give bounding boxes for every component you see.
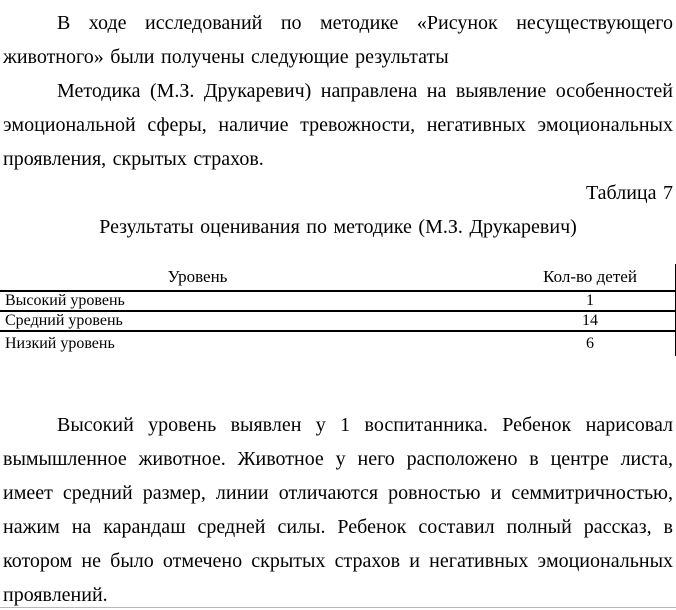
paragraph-analysis: Высокий уровень выявлен у 1 воспитанника. Ребенок нарисовал вымышленное животное. Животное у него расположено в центре листа, имеет средний размер, линии отличаются ровностью и семмитричностью, нажим на карандаш средней силы. Ребенок составил полный рассказ, в котором не было отмечено скрытых страхов и негативных эмоциональных проявлений.: [3, 414, 673, 606]
table-header-count: Кол-во детей: [505, 264, 676, 291]
cell-count-high: 1: [505, 291, 676, 311]
bottom-divider: [0, 607, 676, 608]
cell-level-medium: Средний уровень: [0, 311, 505, 331]
table-header-row: [0, 264, 676, 291]
cell-count-medium: 14: [505, 311, 676, 331]
table-row-medium-level: [0, 311, 676, 331]
paragraph-intro: В ходе исследований по методике «Рисунок несуществующего животного» были получены следующие результаты: [3, 12, 673, 68]
table-caption: Результаты оценивания по методике (М.З. Друкаревич): [99, 216, 577, 238]
cell-level-low: Низкий уровень: [5, 335, 115, 352]
results-table: [0, 264, 676, 356]
paragraph-method: Методика (М.З. Друкаревич) направлена на выявление особенностей эмоциональной сферы, наличие тревожности, негативных эмоциональных проявления, скрытых страхов.: [3, 80, 673, 170]
cell-count-low: 6: [586, 335, 594, 352]
table-row-low-level: [0, 331, 676, 356]
table-row-high-level: [0, 291, 676, 311]
table-header-level: Уровень: [0, 264, 505, 291]
cell-level-high: Высокий уровень: [0, 291, 505, 311]
table-label: Таблица 7: [585, 182, 673, 204]
